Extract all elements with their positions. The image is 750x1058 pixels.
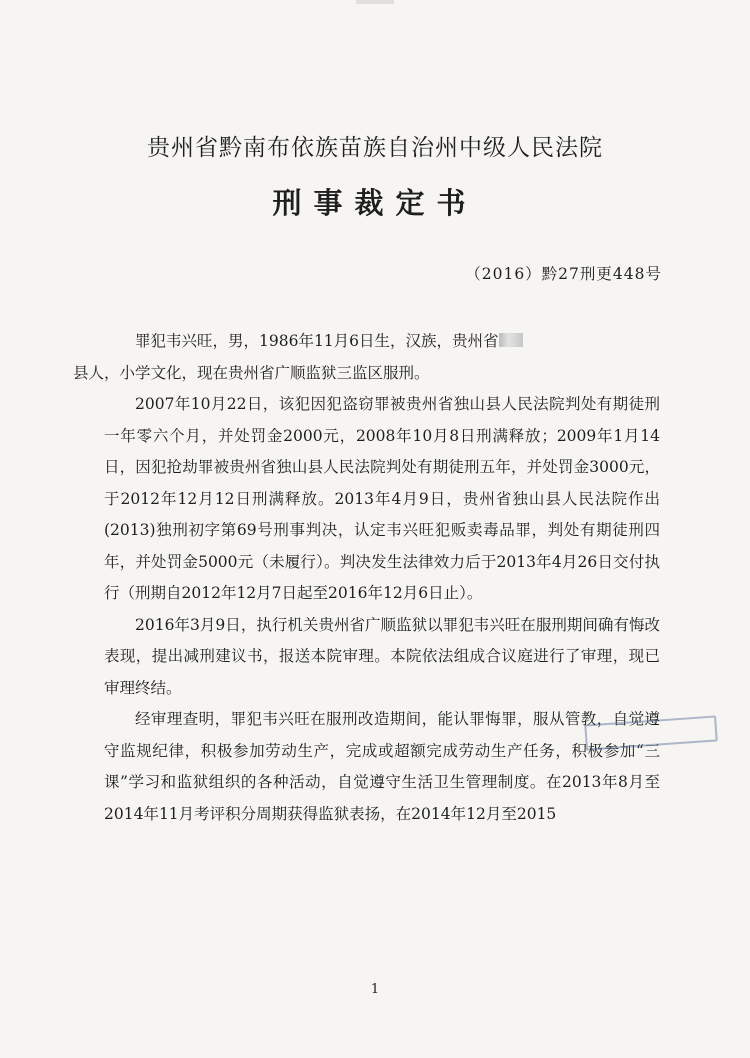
paragraph-findings: 经审理查明，罪犯韦兴旺在服刑改造期间，能认罪悔罪，服从管教，自觉遵守监规纪律，积极参加劳动生产，完成或超额完成劳动生产任务，积极参加“三课”学习和监狱组织的各种活动，自觉遵守生活卫生管理制度。在2013年8月至2014年11月考评积分周期获得监狱表扬，在2014年12月至2015 — [104, 710, 660, 823]
court-name: 贵州省黔南布依族苗族自治州中级人民法院 — [147, 135, 603, 161]
case-number: （2016）黔27刑更448号 — [465, 265, 662, 283]
redacted-county — [499, 333, 523, 347]
paragraph-commutation-proposal: 2016年3月9日，执行机关贵州省广顺监狱以罪犯韦兴旺在服刑期间确有悔改表现，提出减刑建议书，报送本院审理。本院依法组成合议庭进行了审理，现已审理终结。 — [104, 615, 660, 697]
defendant-info-part-1: 罪犯韦兴旺，男，1986年11月6日生，汉族，贵州省 — [135, 332, 499, 350]
page-number: 1 — [370, 982, 380, 997]
defendant-info-part-2: 县人，小学文化，现在贵州省广顺监狱三监区服刑。 — [73, 363, 430, 382]
paragraph-defendant-info — [73, 326, 660, 389]
paragraph-criminal-history: 2007年10月22日，该犯因犯盗窃罪被贵州省独山县人民法院判处有期徒刑一年零六个月，并处罚金2000元，2008年10月8日刑满释放；2009年1月14日，因犯抢劫罪被贵州省独山县人民法院判处有期徒刑五年，并处罚金3000元，于2012年12月12日刑满释放。2013年4月9日，贵州省独山县人民法院作出(2013)独刑初字第69号刑事判决，认定韦兴旺犯贩卖毒品罪，判处有期徒刑四年，并处罚金5000元（未履行）。判决发生法律效力后于2013年4月26日交付执行（刑期自2012年12月7日起至2016年12月6日止）。 — [104, 395, 660, 602]
scan-mark — [356, 0, 394, 4]
document-body — [73, 326, 660, 830]
document-type-title: 刑事裁定书 — [272, 186, 478, 220]
